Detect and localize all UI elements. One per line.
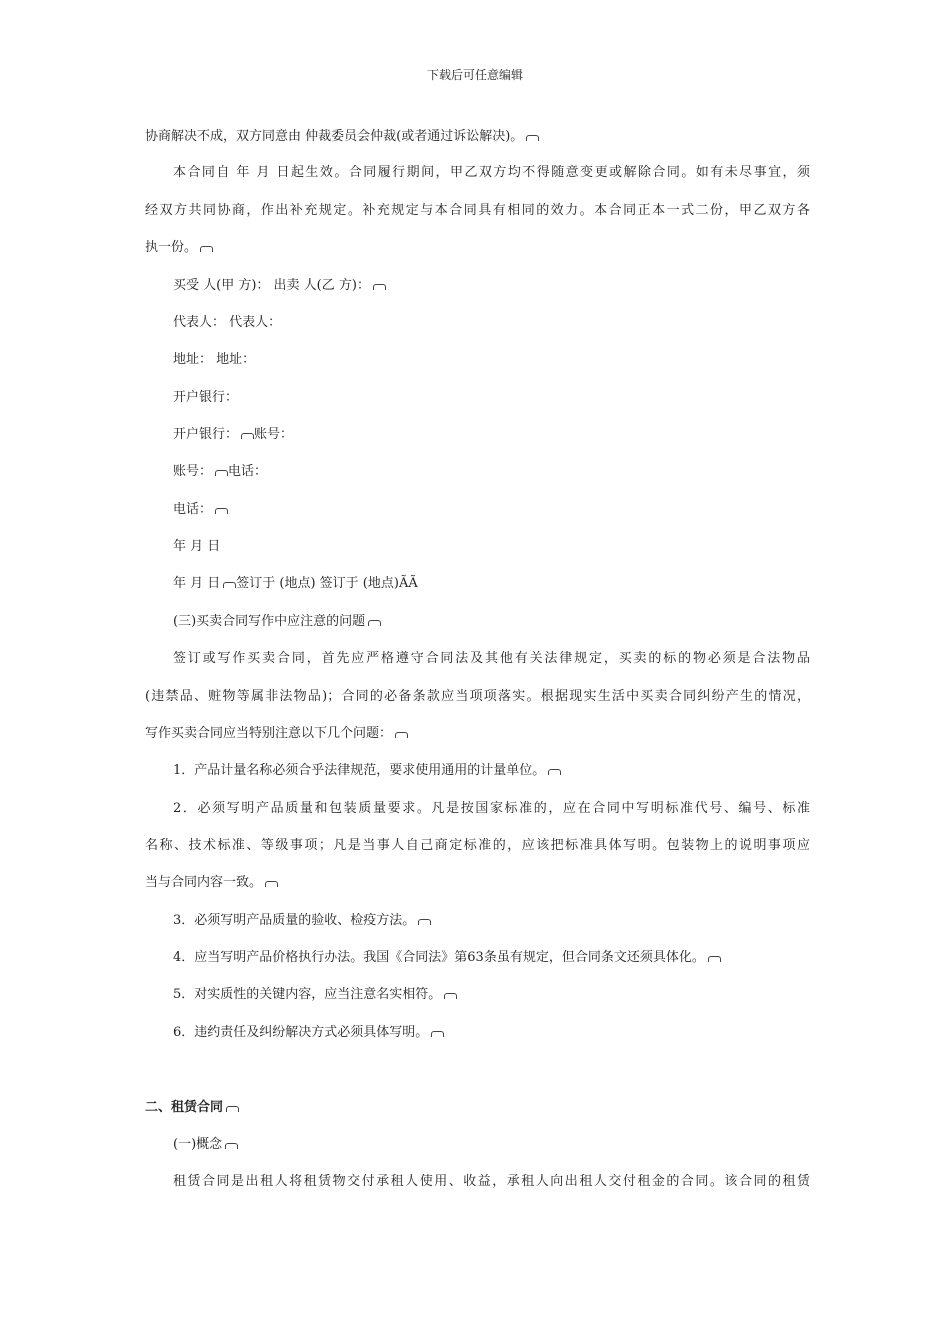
heading-text: 二、租赁合同 [145, 1100, 224, 1115]
paragraph-line [145, 874, 810, 892]
line-text: 写作买卖合同应当特别注意以下几个问题： [145, 726, 393, 741]
paragraph-mark-icon [373, 284, 386, 290]
paragraph-line: 签订或写作买卖合同，首先应严格遵守合同法及其他有关法律规定，买卖的标的物必须是合法物品 [173, 651, 810, 666]
page-header: 下载后可任意编辑 [426, 68, 523, 82]
signature-line [173, 426, 810, 444]
paragraph-line: 本合同自 年 月 日起生效。合同履行期间，甲乙双方均不得随意变更或解除合同。如有未尽事宜，须 [173, 165, 810, 180]
section-heading [145, 1099, 810, 1117]
paragraph-mark-icon [241, 433, 254, 439]
paragraph-line: 经双方共同协商，作出补充规定。补充规定与本合同具有相同的效力。本合同正本一式二份，甲乙双方各 [145, 203, 810, 218]
line-text: 4．应当写明产品价格执行办法。我国《合同法》第63条虽有规定，但合同条文还须具体化。 [173, 950, 705, 965]
paragraph-line [145, 128, 810, 146]
line-text: 账号： [254, 427, 294, 442]
paragraph-line: (违禁品、赃物等属非法物品)；合同的必备条款应当项项落实。根据现实生活中买卖合同纠纷产生的情况， [145, 689, 810, 704]
signature-line [173, 501, 810, 519]
signature-line: 地址： 地址： [173, 352, 256, 367]
list-item [173, 1024, 810, 1042]
line-text: 当与合同内容一致。 [145, 875, 263, 890]
line-text: 账号： [173, 464, 213, 479]
paragraph-line: 名称、技术标准、等级事项；凡是当事人自己商定标准的，应该把标准具体写明。包装物上的说明事项应 [145, 838, 810, 853]
list-item [173, 949, 810, 967]
paragraph-mark-icon [395, 732, 408, 738]
list-item: 2．必须写明产品质量和包装质量要求。凡是按国家标准的，应在合同中写明标准代号、编号、标准 [173, 801, 810, 816]
paragraph-mark-icon [548, 769, 561, 775]
paragraph-line [145, 239, 810, 257]
list-item [173, 986, 810, 1004]
signature-line: 开户银行： [173, 390, 239, 405]
paragraph-mark-icon [225, 1143, 238, 1149]
paragraph-mark-icon [418, 919, 431, 925]
line-text: 6．违约责任及纠纷解决方式必须具体写明。 [173, 1025, 429, 1040]
line-text: (三)买卖合同写作中应注意的问题 [173, 614, 366, 629]
line-text: 买受 人(甲 方)： 出卖 人(乙 方)： [173, 278, 370, 293]
paragraph-line [145, 725, 810, 743]
signature-line [173, 463, 810, 481]
paragraph-mark-icon [226, 1106, 239, 1112]
line-text: (一)概念 [173, 1137, 223, 1152]
paragraph-mark-icon [215, 508, 228, 514]
line-text: 电话： [228, 464, 268, 479]
paragraph-mark-icon [200, 246, 213, 252]
line-text: 电话： [173, 502, 213, 517]
line-text: 执一份。 [145, 240, 198, 255]
line-text: 3．必须写明产品质量的验收、检疫方法。 [173, 913, 416, 928]
line-text: 年 月 日 [173, 576, 221, 591]
signature-line: 年 月 日 [173, 539, 221, 554]
line-text: 开户银行： [173, 427, 239, 442]
paragraph-mark-icon [265, 881, 278, 887]
subsection-title [173, 1136, 810, 1154]
section-title [173, 613, 810, 631]
list-item [173, 762, 810, 780]
line-text: 1．产品计量名称必须合乎法律规范，要求使用通用的计量单位。 [173, 763, 546, 778]
line-text: 协商解决不成，双方同意由 仲裁委员会仲裁(或者通过诉讼解决)。 [145, 129, 524, 144]
paragraph-mark-icon [431, 1031, 444, 1037]
list-item [173, 912, 810, 930]
line-text: 签订于 (地点) 签订于 (地点)ÃÃ [236, 576, 418, 591]
paragraph-mark-icon [526, 135, 539, 141]
signature-line: 代表人： 代表人： [173, 315, 282, 330]
paragraph-mark-icon [368, 620, 381, 626]
paragraph-mark-icon [223, 582, 236, 588]
signature-line [173, 575, 810, 593]
paragraph-mark-icon [444, 993, 457, 999]
line-text: 5．对实质性的关键内容，应当注意名实相符。 [173, 987, 442, 1002]
paragraph-line: 租赁合同是出租人将租赁物交付承租人使用、收益，承租人向出租人交付租金的合同。该合同的租赁 [173, 1174, 810, 1189]
paragraph-mark-icon [215, 470, 228, 476]
paragraph-mark-icon [708, 956, 721, 962]
signature-line [173, 277, 810, 295]
